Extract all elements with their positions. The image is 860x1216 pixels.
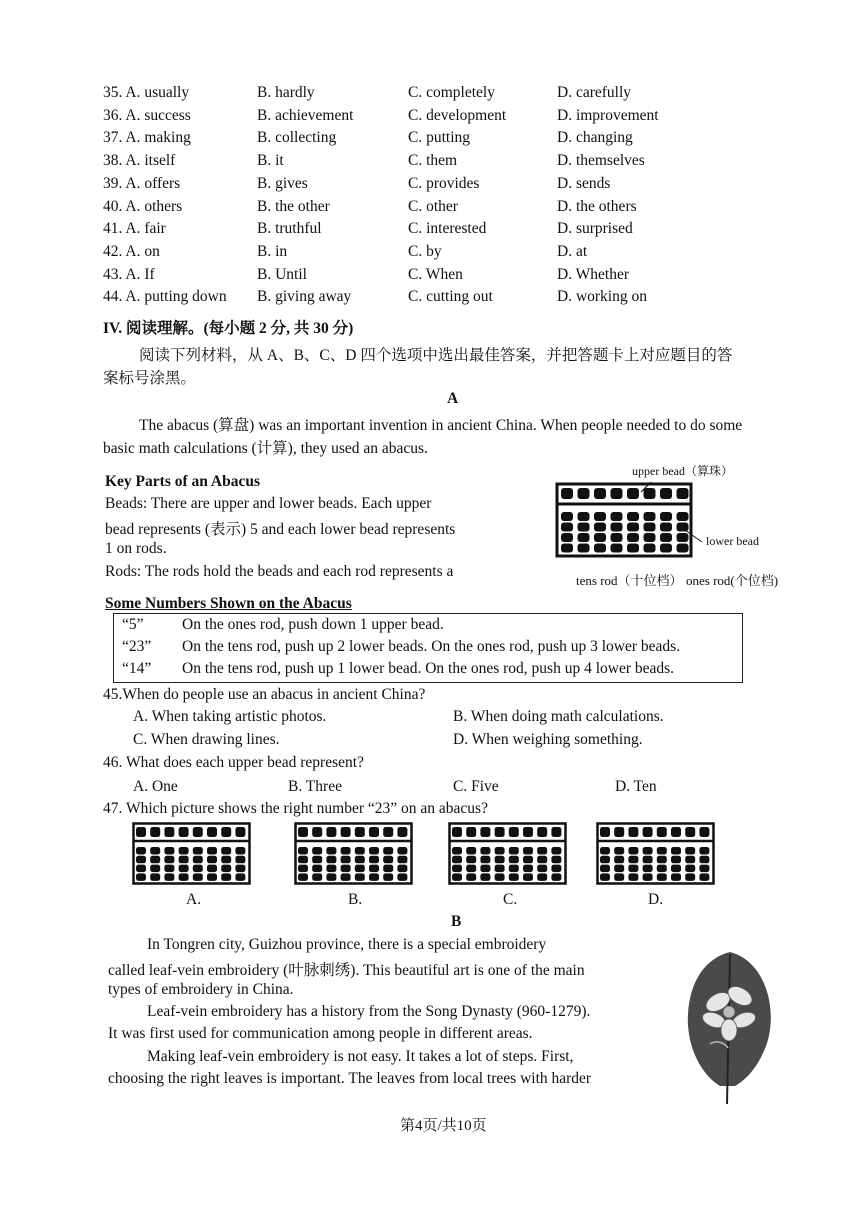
lower-bead: [611, 544, 623, 553]
upper-bead: [627, 488, 639, 499]
instruction-line-1: 阅读下列材料，从 A、B、C、D 四个选项中选出最佳答案，并把答题卡上对应题目的答: [139, 347, 733, 364]
option-a: 38. A. itself: [103, 152, 176, 170]
instruction-line-2: 案标号涂黑。: [103, 370, 197, 387]
number-key: “5”: [122, 616, 144, 633]
number-key: “23”: [122, 638, 152, 655]
abacus-picture-b: [294, 822, 414, 886]
lower-bead: [644, 533, 656, 542]
lower-bead: [627, 544, 639, 553]
option-c: C. other: [408, 197, 458, 215]
option-d: D. changing: [557, 129, 633, 147]
ones-rod-label: ones rod(个位档): [686, 573, 779, 588]
option-c: C. completely: [408, 84, 495, 101]
lower-bead: [660, 523, 672, 532]
number-key: “14”: [122, 660, 152, 677]
upper-bead: [660, 488, 672, 499]
beads-text-1: Beads: There are upper and lower beads. Each upper: [105, 495, 432, 512]
lower-bead: [578, 523, 590, 532]
question-46: 46. What does each upper bead represent?: [103, 754, 364, 771]
leaf-embroidery-image: [680, 944, 780, 1109]
option-b: B. giving away: [257, 288, 352, 306]
lower-bead: [561, 523, 573, 532]
option-a: 39. A. offers: [103, 174, 181, 192]
option-c: C. development: [408, 106, 507, 124]
option-a: 36. A. success: [103, 106, 191, 124]
lower-bead: [627, 533, 639, 542]
lower-bead: [627, 523, 639, 532]
option-d: D. working on: [557, 288, 647, 306]
option-a: 35. A. usually: [103, 84, 190, 101]
abacus-picture-d: [596, 822, 716, 886]
upper-bead: [644, 488, 656, 499]
numbers-table: [113, 613, 743, 683]
key-parts-title: Key Parts of an Abacus: [105, 473, 260, 490]
passage-b-p2-line1: Leaf-vein embroidery has a history from the Song Dynasty (960-1279).: [147, 1003, 591, 1020]
lower-bead: [644, 512, 656, 521]
option-d: D. sends: [557, 174, 611, 192]
lower-bead: [561, 544, 573, 553]
option-b: B. achievement: [257, 106, 354, 124]
option-d: D. improvement: [557, 106, 659, 124]
lower-bead: [611, 533, 623, 542]
tens-rod-label: tens rod（十位档）: [576, 573, 683, 588]
q46-option-d: D. Ten: [615, 778, 657, 795]
option-b: B. it: [257, 152, 284, 170]
upper-bead: [611, 488, 623, 499]
passage-b-p2-line2: It was first used for communication among people in different areas.: [108, 1025, 533, 1042]
option-d: D. at: [557, 242, 588, 260]
lower-bead: [561, 512, 573, 521]
upper-bead: [677, 488, 689, 499]
question-47: 47. Which picture shows the right number “23” on an abacus?: [103, 800, 488, 817]
number-desc: On the tens rod, push up 1 lower bead. On the ones rod, push up 4 lower beads.: [182, 660, 675, 677]
q46-option-a: A. One: [133, 778, 178, 795]
lower-bead: [578, 512, 590, 521]
abacus-picture-c: [448, 822, 568, 886]
passage-b-p1-line3: types of embroidery in China.: [108, 981, 294, 998]
option-a: 42. A. on: [103, 242, 160, 260]
option-b: B. hardly: [257, 84, 315, 101]
upper-bead: [594, 488, 606, 499]
option-c: C. putting: [408, 129, 471, 147]
passage-a-intro-1: The abacus (算盘) was an important invention in ancient China. When people needed to do some: [139, 417, 743, 434]
beads-text-3: 1 on rods.: [105, 540, 167, 557]
passage-b-p3-line2: choosing the right leaves is important. The leaves from local trees with harder: [108, 1070, 592, 1087]
option-c: C. cutting out: [408, 288, 493, 306]
pic-label-c: C.: [503, 891, 518, 908]
option-a: 37. A. making: [103, 129, 191, 147]
option-d: D. the others: [557, 197, 637, 215]
option-a: 44. A. putting down: [103, 288, 227, 306]
q45-option-c: C. When drawing lines.: [133, 731, 280, 748]
lower-bead-label: lower bead: [706, 534, 759, 548]
pic-label-b: B.: [348, 891, 363, 908]
option-c: C. When: [408, 265, 463, 283]
passage-a-intro-2: basic math calculations (计算), they used an abacus.: [103, 440, 428, 457]
lower-bead: [644, 523, 656, 532]
upper-bead: [578, 488, 590, 499]
numbers-title: Some Numbers Shown on the Abacus: [105, 595, 352, 612]
pic-label-d: D.: [648, 891, 664, 908]
q45-option-d: D. When weighing something.: [453, 731, 643, 748]
lower-bead: [611, 523, 623, 532]
q46-option-c: C. Five: [453, 778, 499, 795]
option-b: B. gives: [257, 174, 308, 192]
option-b: B. Until: [257, 265, 307, 283]
option-b: B. in: [257, 242, 288, 260]
section-heading: IV. 阅读理解。(每小题 2 分, 共 30 分): [103, 320, 354, 337]
upper-bead: [561, 488, 573, 499]
lower-bead: [611, 512, 623, 521]
option-d: D. themselves: [557, 152, 645, 170]
question-45: 45.When do people use an abacus in ancient China?: [103, 686, 426, 703]
option-d: D. Whether: [557, 265, 630, 283]
option-c: C. them: [408, 152, 458, 170]
lower-bead: [660, 544, 672, 553]
option-b: B. truthful: [257, 220, 322, 238]
lower-bead: [561, 533, 573, 542]
passage-b-letter: B: [451, 913, 462, 930]
abacus-picture-a: [132, 822, 252, 886]
option-d: D. carefully: [557, 84, 632, 101]
option-d: D. surprised: [557, 220, 633, 238]
page-footer: 第4页/共10页: [400, 1118, 487, 1134]
option-b: B. collecting: [257, 129, 337, 147]
number-desc: On the tens rod, push up 2 lower beads. On the ones rod, push up 3 lower beads.: [182, 638, 681, 655]
beads-text-2: bead represents (表示) 5 and each lower bead represents: [105, 521, 456, 538]
passage-b-p1-line2: called leaf-vein embroidery (叶脉刺绣). This beautiful art is one of the main: [108, 962, 585, 979]
option-c: C. provides: [408, 174, 480, 192]
number-desc: On the ones rod, push down 1 upper bead.: [182, 616, 444, 633]
q45-option-a: A. When taking artistic photos.: [133, 708, 327, 725]
option-b: B. the other: [257, 197, 330, 215]
abacus-figure: [555, 482, 695, 558]
lower-bead: [578, 544, 590, 553]
lower-bead: [594, 512, 606, 521]
lower-bead: [594, 523, 606, 532]
lower-bead: [594, 544, 606, 553]
lower-bead: [578, 533, 590, 542]
option-a: 41. A. fair: [103, 220, 166, 238]
option-a: 43. A. If: [103, 265, 155, 283]
passage-b-p1-line1: In Tongren city, Guizhou province, there is a special embroidery: [147, 936, 547, 953]
q45-option-b: B. When doing math calculations.: [453, 708, 664, 725]
lower-bead: [594, 533, 606, 542]
passage-b-p3-line1: Making leaf-vein embroidery is not easy. It takes a lot of steps. First,: [147, 1048, 574, 1065]
lower-bead: [660, 533, 672, 542]
lower-bead: [660, 512, 672, 521]
option-c: C. interested: [408, 220, 487, 238]
lower-bead: [627, 512, 639, 521]
rods-text: Rods: The rods hold the beads and each rod represents a: [105, 563, 454, 580]
lower-bead: [644, 544, 656, 553]
q46-option-b: B. Three: [288, 778, 342, 795]
passage-a-letter: A: [447, 390, 459, 407]
option-a: 40. A. others: [103, 197, 183, 215]
pic-label-a: A.: [186, 891, 202, 908]
upper-bead-label: upper bead（算珠）: [632, 464, 733, 478]
option-c: C. by: [408, 242, 442, 260]
